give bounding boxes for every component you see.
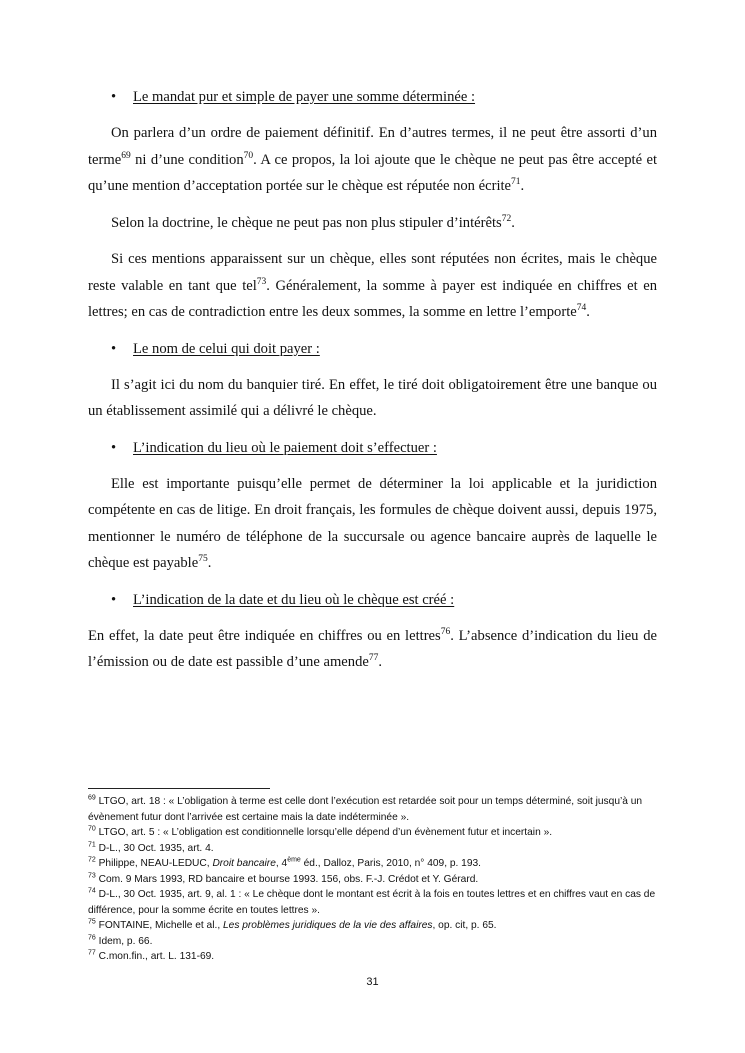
page-number: 31 xyxy=(366,976,379,988)
footnote-ref[interactable]: 76 xyxy=(440,626,451,637)
bullet-dot: • xyxy=(111,591,117,608)
footnote-separator xyxy=(88,788,270,789)
bullet-heading xyxy=(88,435,657,461)
bullet-dot: • xyxy=(111,439,117,456)
footnote-ref[interactable]: 74 xyxy=(576,303,587,314)
paragraph: En effet, la date peut être indiquée en chiffres ou en lettres$^{76}$. L’absence d’indication du lieu de l’émission ou de date est passible d’une amende$^{77}$. xyxy=(88,626,657,670)
paragraph: Selon la doctrine, le chèque ne peut pas non plus stipuler d’intérêts$^{72}$. xyxy=(111,213,515,231)
bullet-label: L’indication du lieu où le paiement doit s’effectuer : xyxy=(133,439,437,456)
paragraph: Si ces mentions apparaissent sur un chèque, elles sont réputées non écrites, mais le chèque reste valable en tant que tel$^{73}$. Généralement, la somme à payer est indiquée en chiffres et en lettres; en cas de contradiction entre les deux sommes, la somme en lettre l’emporte$^{74}$. xyxy=(88,251,657,320)
footnote: $^{75}$ FONTAINE, Michelle et al., Les problèmes juridiques de la vie des affaires, op. cit, p. 65. xyxy=(88,918,497,931)
bullet-dot: • xyxy=(111,89,117,105)
bullet-heading xyxy=(88,84,657,110)
paragraph: Elle est importante puisqu’elle permet de déterminer la loi applicable et la juridiction compétente en cas de litige. En droit français, les formules de chèque doivent aussi, depuis 1975, mentionner le numéro de téléphone de la succursale ou agence bancaire auprès de laquelle le chèque est payable$^{75}$. xyxy=(88,475,657,571)
footnote-ref[interactable]: 72 xyxy=(501,213,512,224)
bullet-dot: • xyxy=(111,340,117,357)
bullet-label: Le mandat pur et simple de payer une somme déterminée : xyxy=(133,89,476,105)
footnote: $^{76}$ Idem, p. 66. xyxy=(88,934,153,947)
paragraph: Il s’agit ici du nom du banquier tiré. En effet, le tiré doit obligatoirement être une banque ou un établissement assimilé qui a délivré le chèque. xyxy=(88,376,657,419)
footnote: $^{74}$ D-L., 30 Oct. 1935, art. 9, al. 1 : « Le chèque dont le montant est écrit à la fois en toutes lettres et en chiffres vaut en cas de différence, pour la somme écrite en toutes lettres ». xyxy=(88,887,656,916)
footnote-ref[interactable]: 71 xyxy=(511,177,521,188)
footnote-ref[interactable]: 69 xyxy=(121,150,131,161)
bullet-heading xyxy=(88,336,657,362)
footnote: $^{70}$ LTGO, art. 5 : « L’obligation est conditionnelle lorsqu’elle dépend d’un évènement futur et incertain ». xyxy=(88,825,553,838)
footnote-ref[interactable]: 70 xyxy=(243,150,254,161)
footnote-ref[interactable]: 77 xyxy=(368,653,379,664)
body-text xyxy=(88,84,657,686)
bullet-label: Le nom de celui qui doit payer : xyxy=(133,340,320,357)
footnote: $^{71}$ D-L., 30 Oct. 1935, art. 4. xyxy=(88,841,214,854)
footnote-ref[interactable]: 75 xyxy=(198,554,208,565)
paragraph: On parlera d’un ordre de paiement définitif. En d’autres termes, il ne peut être assorti d’un terme$^{69}$ ni d’une condition$^{70}$. A ce propos, la loi ajoute que le chèque ne peut pas être accepté et qu’une mention d’acceptation portée sur le chèque est réputée non écrite$^{71}$. xyxy=(88,125,657,194)
bullet-label: L’indication de la date et du lieu où le chèque est créé : xyxy=(133,591,455,608)
footnotes xyxy=(88,794,660,965)
bullet-heading xyxy=(88,587,657,613)
footnote: $^{72}$ Philippe, NEAU-LEDUC, Droit bancaire, 4ème éd., Dalloz, Paris, 2010, n° 409, p. 193. xyxy=(88,856,482,869)
footnote-ref[interactable]: 73 xyxy=(256,276,267,287)
footnote: $^{73}$ Com. 9 Mars 1993, RD bancaire et bourse 1993. 156, obs. F.-J. Crédot et Y. Gérard. xyxy=(88,872,479,885)
footnote: $^{77}$ C.mon.fin., art. L. 131-69. xyxy=(88,949,215,962)
footnote: $^{69}$ LTGO, art. 18 : « L’obligation à terme est celle dont l’exécution est retardée soit pour un temps déterminé, soit jusqu’à un évènement futur dont l’arrivée est certaine mais la date indéterminée ». xyxy=(88,794,643,823)
